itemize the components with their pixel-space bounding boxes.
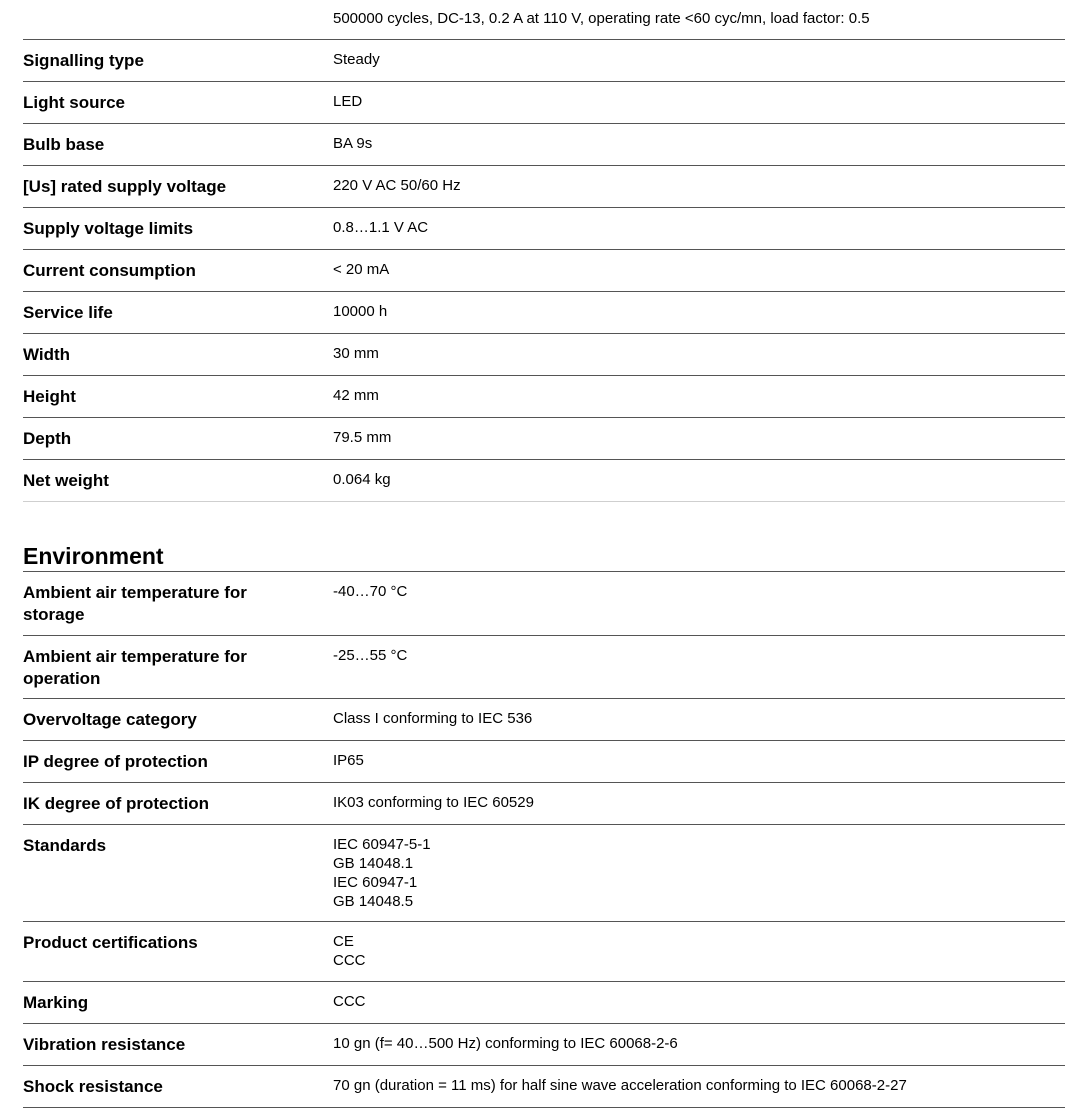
spec-row: [23, 208, 1065, 250]
spec-label: [Us] rated supply voltage: [23, 177, 227, 196]
spec-row: [23, 292, 1065, 334]
spec-value-line: GB 14048.1: [333, 855, 414, 872]
spec-label: Shock resistance: [23, 1077, 163, 1096]
spec-label: IP degree of protection: [23, 752, 208, 771]
spec-label: Depth: [23, 429, 72, 448]
spec-row: [23, 982, 1065, 1024]
spec-label: Width: [23, 345, 71, 364]
spec-row: [23, 699, 1065, 741]
spec-value-line: -25…55 °C: [333, 647, 408, 664]
spec-value: [333, 825, 1065, 921]
spec-value-line: < 20 mA: [333, 261, 390, 278]
spec-value: [333, 376, 1065, 417]
spec-value-line: -40…70 °C: [333, 583, 408, 600]
spec-label: Vibration resistance: [23, 1035, 186, 1054]
spec-row-continued: [23, 0, 1065, 40]
spec-label: IK degree of protection: [23, 794, 210, 813]
spec-value-line: IK03 conforming to IEC 60529: [333, 794, 534, 811]
spec-row: [23, 1024, 1065, 1066]
spec-value: [333, 166, 1065, 207]
spec-label: Overvoltage category: [23, 710, 197, 729]
spec-value: [333, 124, 1065, 165]
spec-label: Product certifications: [23, 933, 198, 952]
spec-row: [23, 741, 1065, 783]
spec-row: [23, 376, 1065, 418]
spec-value-line: 70 gn (duration = 11 ms) for half sine wave acceleration conforming to IEC 60068-2-27: [333, 1077, 907, 1094]
spec-value: [333, 82, 1065, 123]
spec-value: [333, 460, 1065, 501]
spec-value: [333, 334, 1065, 375]
spec-label: Bulb base: [23, 135, 105, 154]
spec-value-line: 10000 h: [333, 303, 388, 320]
spec-label: Supply voltage limits: [23, 219, 194, 238]
spec-label: Light source: [23, 93, 126, 112]
spec-row: [23, 825, 1065, 922]
spec-label: Current consumption: [23, 261, 196, 280]
spec-row: [23, 460, 1065, 502]
spec-label: Standards: [23, 836, 107, 855]
spec-value-line: 79.5 mm: [333, 429, 392, 446]
spec-value: [333, 40, 1065, 81]
spec-row: [23, 572, 1065, 636]
spec-value: [333, 0, 1065, 39]
spec-value-line: 500000 cycles, DC-13, 0.2 A at 110 V, operating rate <60 cyc/mn, load factor: 0.5: [333, 10, 870, 27]
spec-label: Height: [23, 387, 76, 406]
spec-row: [23, 1066, 1065, 1108]
section-title: Environment: [23, 543, 164, 569]
spec-value-line: 42 mm: [333, 387, 379, 404]
spec-value: [333, 418, 1065, 459]
spec-value-line: 0.8…1.1 V AC: [333, 219, 429, 236]
spec-value-line: 10 gn (f= 40…500 Hz) conforming to IEC 60068-2-6: [333, 1035, 678, 1052]
spec-value-line: Class I conforming to IEC 536: [333, 710, 533, 727]
spec-value-line: 30 mm: [333, 345, 379, 362]
spec-value-line: LED: [333, 93, 363, 110]
spec-label: [23, 0, 333, 39]
spec-value: [333, 922, 1065, 981]
spec-value-line: CCC: [333, 993, 366, 1010]
spec-row: [23, 166, 1065, 208]
spec-value: [333, 292, 1065, 333]
spec-row: [23, 922, 1065, 982]
spec-value-line: CCC: [333, 952, 366, 969]
spec-label: Signalling type: [23, 51, 144, 70]
spec-value: [333, 1066, 1065, 1107]
spec-row: [23, 250, 1065, 292]
spec-sheet: [23, 0, 1065, 1108]
spec-value: [333, 699, 1065, 740]
spec-value: [333, 1024, 1065, 1065]
spec-value-line: Steady: [333, 51, 380, 68]
spec-value-line: GB 14048.5: [333, 893, 414, 910]
spec-row: [23, 82, 1065, 124]
spec-value-line: 220 V AC 50/60 Hz: [333, 177, 461, 194]
spec-table-environment: [23, 572, 1065, 1108]
spec-value-line: 0.064 kg: [333, 471, 391, 488]
spec-row: [23, 418, 1065, 460]
spec-label: Ambient air temperature for operation: [23, 647, 247, 688]
spec-table-main: [23, 40, 1065, 502]
spec-row: [23, 334, 1065, 376]
spec-value-line: IP65: [333, 752, 364, 769]
spec-label: Ambient air temperature for storage: [23, 583, 247, 624]
spec-value-line: BA 9s: [333, 135, 373, 152]
spec-value: [333, 250, 1065, 291]
spec-value-line: CE: [333, 933, 354, 950]
spec-label: Service life: [23, 303, 113, 322]
spec-row: [23, 124, 1065, 166]
spec-value-line: IEC 60947-5-1: [333, 836, 431, 853]
spec-value: [333, 982, 1065, 1023]
spec-label: Net weight: [23, 471, 109, 490]
spec-row: [23, 40, 1065, 82]
spec-label: Marking: [23, 993, 89, 1012]
spec-value: [333, 572, 1065, 635]
spec-value: [333, 208, 1065, 249]
spec-value: [333, 741, 1065, 782]
section-header-environment: [23, 502, 1065, 572]
spec-value-line: IEC 60947-1: [333, 874, 418, 891]
spec-row: [23, 783, 1065, 825]
spec-value: [333, 636, 1065, 698]
spec-row: [23, 636, 1065, 699]
spec-value: [333, 783, 1065, 824]
